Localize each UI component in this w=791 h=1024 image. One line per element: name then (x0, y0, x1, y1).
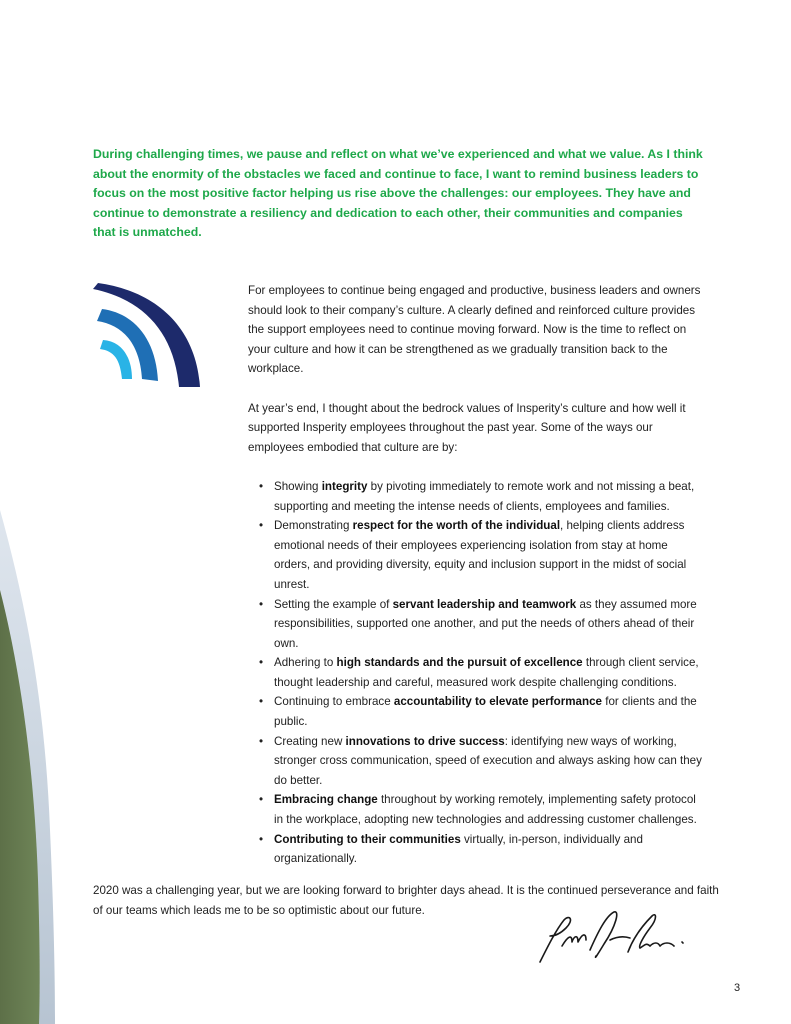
body-column (248, 281, 708, 869)
handwritten-signature-icon (534, 906, 694, 968)
body-paragraph: At year’s end, I thought about the bedrock values of Insperity’s culture and how well it supported Insperity employees throughout the past year. Some of the ways our employees embodied that culture are by: (248, 401, 686, 454)
insperity-chevron-logo-icon (90, 283, 202, 393)
values-list (248, 477, 708, 869)
body-paragraph: For employees to continue being engaged and productive, business leaders and owners should look to their company’s culture. A clearly defined and reinforced culture provides the support employees need to continue moving forward. Now is the time to reflect on your culture and how it can be strengthened as we gradually transition back to the workplace. (248, 284, 701, 376)
intro-paragraph: During challenging times, we pause and reflect on what we’ve experienced and what we value. As I think about the enormity of the obstacles we faced and continue to face, I want to remind business leaders to focus on the most positive factor helping us rise above the challenges: our employees. They have and continue to demonstrate a resiliency and dedication to each other, their communities and companies that is unmatched. (93, 147, 703, 240)
list-item: • Continuing to embrace accountability to elevate performance for clients and the public. (248, 692, 704, 731)
closing-paragraph: 2020 was a challenging year, but we are looking forward to brighter days ahead. It is the continued perseverance and faith of our teams which leads me to be so optimistic about our future. (93, 884, 719, 917)
list-item: • Demonstrating respect for the worth of the individual, helping clients address emotional needs of their employees experiencing isolation from stay at home orders, and providing diversity, equity and inclusion support in the midst of social unrest. (248, 516, 704, 594)
side-photo-edge (0, 0, 60, 1024)
list-item: • Setting the example of servant leadership and teamwork as they assumed more responsibilities, supported one another, and put the needs of others ahead of their own. (248, 595, 704, 654)
list-item: • Adhering to high standards and the pursuit of excellence through client service, thought leadership and careful, measured work despite challenging conditions. (248, 653, 704, 692)
list-item: • Showing integrity by pivoting immediately to remote work and not missing a beat, supporting and meeting the intense needs of clients, employees and families. (248, 477, 704, 516)
page-number: 3 (734, 982, 741, 994)
list-item: • Contributing to their communities virtually, in-person, individually and organizationally. (248, 830, 704, 869)
list-item: • Embracing change throughout by working remotely, implementing safety protocol in the workplace, adopting new technologies and addressing customer challenges. (248, 790, 704, 829)
list-item: • Creating new innovations to drive success: identifying new ways of working, stronger cross communication, speed of execution and always asking how can they do better. (248, 732, 704, 791)
